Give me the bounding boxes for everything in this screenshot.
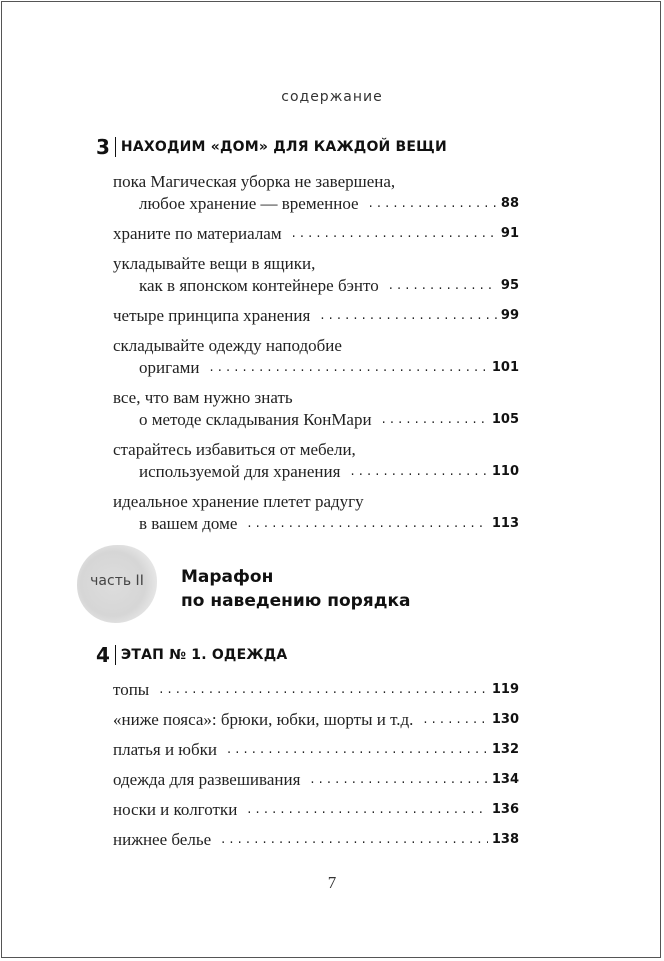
dot-leader <box>350 461 487 483</box>
toc-entry[interactable] <box>113 769 519 791</box>
toc-entry-title: «ниже пояса»: брюки, юбки, шорты и т.д. <box>113 710 414 729</box>
toc-entry-title: топы <box>113 680 150 699</box>
part-2-heading <box>77 545 527 625</box>
toc-entry[interactable] <box>113 253 519 297</box>
toc-entry-line <box>113 679 519 701</box>
toc-entry-title: в вашем доме <box>139 514 238 533</box>
toc-entry-title: любое хранение — временное <box>139 194 359 213</box>
toc-entry-line <box>113 171 519 193</box>
toc-page-number: 101 <box>491 360 519 375</box>
toc-entry-title: о методе складывания КонМари <box>139 410 372 429</box>
dot-leader <box>320 305 497 327</box>
toc-entry-line <box>113 357 519 379</box>
toc-entry[interactable] <box>113 799 519 821</box>
toc-entry-line <box>113 799 519 821</box>
toc-entry-line <box>113 513 519 535</box>
dot-leader <box>247 513 487 535</box>
dot-leader <box>310 769 487 791</box>
toc-page-number: 113 <box>491 516 519 531</box>
toc-entry-title: складывайте одежду наподобие <box>113 336 342 355</box>
part-title-line: по наведению порядка <box>181 591 411 611</box>
toc-entry-line <box>113 305 519 327</box>
toc-entry[interactable] <box>113 679 519 701</box>
toc-entry[interactable] <box>113 709 519 731</box>
toc-entry[interactable] <box>113 305 519 327</box>
page-number: 7 <box>327 873 337 892</box>
toc-entry-title: как в японском контейнере бэнто <box>139 276 379 295</box>
chapter-4-heading <box>96 645 287 665</box>
toc-entry-line <box>113 739 519 761</box>
toc-entry-line <box>113 829 519 851</box>
toc-entry-line <box>113 253 519 275</box>
toc-entry-line <box>113 409 519 431</box>
toc-page-number: 136 <box>491 802 519 817</box>
dot-leader <box>247 799 488 821</box>
chapter-title: ЭТАП № 1. ОДЕЖДА <box>120 647 288 663</box>
toc-entry-title: одежда для развешивания <box>113 770 301 789</box>
toc-entry-title: четыре принципа хранения <box>113 306 311 325</box>
toc-entry[interactable] <box>113 387 519 431</box>
toc-page-number: 138 <box>491 832 519 847</box>
toc-entry-line <box>113 709 519 731</box>
chapter-title: НАХОДИМ «ДОМ» ДЛЯ КАЖДОЙ ВЕЩИ <box>120 139 447 155</box>
dot-leader <box>209 357 487 379</box>
toc-entry-title: все, что вам нужно знать <box>113 388 293 407</box>
toc-entry-title: укладывайте вещи в ящики, <box>113 254 316 273</box>
chapter-3-toc <box>113 171 519 543</box>
running-head: содержание <box>281 89 383 105</box>
toc-page-number: 119 <box>491 682 519 697</box>
dot-leader <box>389 275 497 297</box>
dot-leader <box>423 709 487 731</box>
toc-entry-line <box>113 769 519 791</box>
dot-leader <box>227 739 488 761</box>
toc-page-number: 88 <box>500 196 519 211</box>
toc-entry-title: храните по материалам <box>113 224 282 243</box>
toc-page-number: 130 <box>491 712 519 727</box>
toc-entry-line <box>113 193 519 215</box>
toc-entry-title: платья и юбки <box>113 740 217 759</box>
toc-entry[interactable] <box>113 829 519 851</box>
dot-leader <box>382 409 488 431</box>
toc-entry[interactable] <box>113 439 519 483</box>
toc-entry-line <box>113 223 519 245</box>
toc-entry[interactable] <box>113 335 519 379</box>
chapter-4-toc <box>113 679 519 859</box>
toc-page-number: 91 <box>500 226 519 241</box>
toc-page-number: 132 <box>491 742 519 757</box>
toc-entry-title: старайтесь избавиться от мебели, <box>113 440 356 459</box>
toc-entry[interactable] <box>113 491 519 535</box>
toc-entry-line <box>113 275 519 297</box>
part-label: часть II <box>90 573 144 589</box>
toc-entry[interactable] <box>113 223 519 245</box>
toc-entry-line <box>113 461 519 483</box>
dot-leader <box>369 193 497 215</box>
toc-entry-title: пока Магическая уборка не завершена, <box>113 172 396 191</box>
toc-entry[interactable] <box>113 171 519 215</box>
toc-entry-title: идеальное хранение плетет радугу <box>113 492 364 511</box>
toc-page-number: 99 <box>500 308 519 323</box>
dot-leader <box>159 679 488 701</box>
toc-entry-line <box>113 335 519 357</box>
toc-entry-title: оригами <box>139 358 200 377</box>
part-title-line: Марафон <box>181 567 274 587</box>
toc-page-number: 110 <box>491 464 519 479</box>
toc-entry-line <box>113 491 519 513</box>
toc-entry-title: носки и колготки <box>113 800 238 819</box>
toc-page-number: 105 <box>491 412 519 427</box>
chapter-number: 4 <box>96 645 116 665</box>
toc-page-number: 95 <box>500 278 519 293</box>
dot-leader <box>221 829 488 851</box>
toc-entry-title: нижнее белье <box>113 830 212 849</box>
toc-entry-title: используемой для хранения <box>139 462 341 481</box>
toc-page-number: 134 <box>491 772 519 787</box>
chapter-number: 3 <box>96 137 116 157</box>
part-title <box>181 565 410 613</box>
toc-entry[interactable] <box>113 739 519 761</box>
toc-entry-line <box>113 439 519 461</box>
toc-entry-line <box>113 387 519 409</box>
chapter-3-heading <box>96 137 447 157</box>
dot-leader <box>292 223 497 245</box>
